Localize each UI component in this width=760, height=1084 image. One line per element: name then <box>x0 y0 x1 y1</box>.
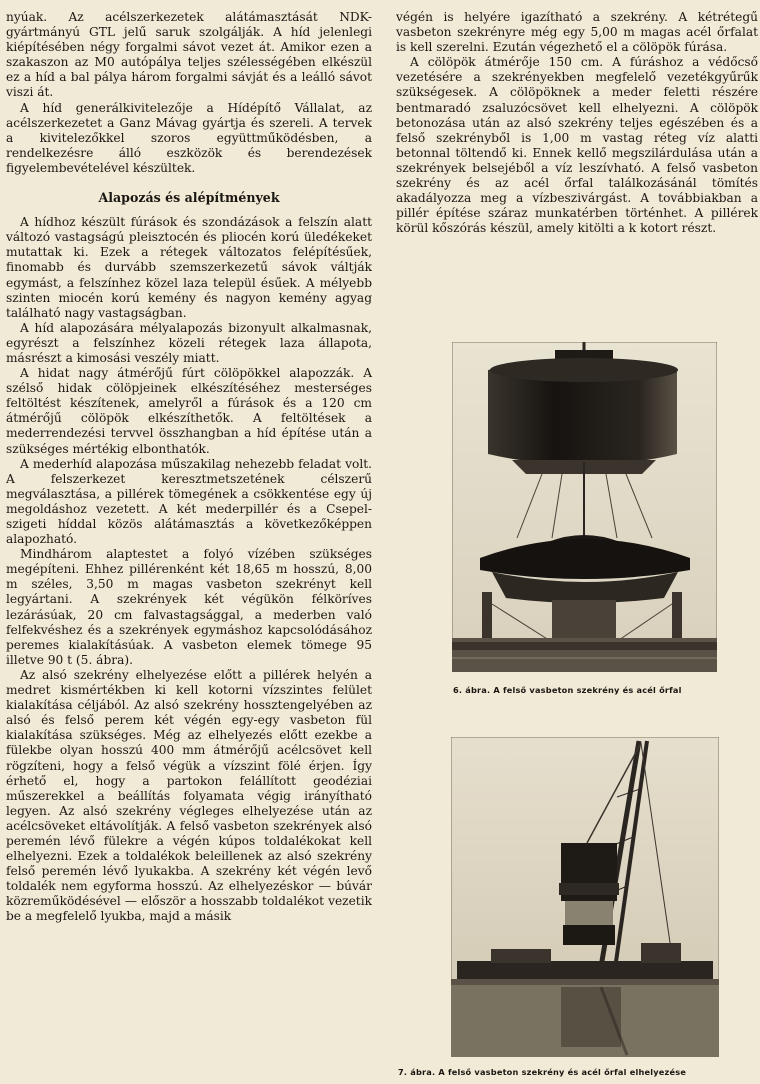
figure-7-photo <box>451 737 719 1057</box>
figure-6-photo <box>452 342 717 672</box>
paragraph: nyúak. Az acélszerkezetek alátámasztását NDK-gyártmányú GTL jelű saruk szolgálják. A híd jelenlegi kiépítésében négy forgalmi sávot vezet át. Amikor ezen a szakaszon az M0 autópálya teljes szélességében elkészül ez a híd a bal pálya három forgalmi sávját és a leálló sávot viszi át. <box>6 10 372 100</box>
paragraph: A hídhoz készült fúrások és szondázások a felszín alatt változó vastagságú pleisztocén és pliocén korú üledékeket mutattak ki. Ezek a rétegek változatos felépítésűek, finomabb és durvább szemszerkezetű sávok váltják egymást, a felszínhez közel laza települ ésűek. A mélyebb szinten miocén korú kemény és nagyon kemény agyag található nagy vastagságban. <box>6 215 372 320</box>
paragraph: Az alsó szekrény elhelyezése előtt a pillérek helyén a medret kismértékben ki kell kotorni vízszintes felület kialakítása céljából. Az alsó szekrény hossztengelyében az alsó és felső perem két végén egy-egy vasbeton fül kialakítása szükséges. Még az elhelyezés előtt ezekbe a fülekbe olyan hosszú 400 mm átmérőjű acélcsövet kell rögzíteni, hogy a felső végük a vízszint fölé érjen. Így érhető el, hogy a partokon felállított geodéziai műszerekkel a beállítás folyamata végig irányítható legyen. Az alsó szekrény végleges elhelyezése után az acélcsöveket eltávolítják. A felső vasbeton szekrények alsó peremén lévő fülekre a végén kúpos toldalékokat kell elhelyezni. Ezek a toldalékok beleillenek az alsó szekrény felső peremén lévő lyukakba. A szekrény két végén levő toldalék nem egyforma hosszú. Az elhelyezéskor — búvár közreműködésével — először a hosszabb toldalékot vezetik be a megfelelő lyukba, majd a másik <box>6 667 372 924</box>
paragraph: Mindhárom alaptestet a folyó vízében szükséges megépíteni. Ehhez pillérenként két 18,65 m hosszú, 8,00 m széles, 3,50 m magas vasbeton szekrényt kell legyártani. A szekrények két végükön félköríves lezárásúak, 20 cm falvastagsággal, a mederben való felfekvéshez és a szekrények egymáshoz kapcsolódásához peremes kialakításúak. A vasbeton elemek tömege 95 illetve 90 t (5. ábra). <box>6 547 372 667</box>
figure-7-caption: 7. ábra. A felső vasbeton szekrény és acél őrfal elhelyezése <box>398 1067 687 1077</box>
paragraph: A mederhíd alapozása műszakilag nehezebb feladat volt. A felszerkezet keresztmetszetének célszerű megválasztása, a pillérek tömegének a csökkentése egy új megoldáshoz vezetett. A két mederpillér és a Csepel-szigeti híddal közös alátámasztás a következőképpen alapozható. <box>6 456 372 547</box>
paragraph: A híd alapozására mélyalapozás bizonyult alkalmasnak, egyrészt a felszínhez közeli rétegek laza állapota, másrészt a kimosási veszély miatt. <box>6 320 372 365</box>
section-heading: Alapozás és alépítmények <box>98 190 280 206</box>
paragraph: végén is helyére igazítható a szekrény. A kétrétegű vasbeton szekrényre még egy 5,00 m magas acél őrfalat is kell szerelni. Ezután végezhető el a cölöpök fúrása. <box>396 10 758 55</box>
left-column <box>6 10 372 925</box>
figure-6-caption: 6. ábra. A felső vasbeton szekrény és acél őrfal <box>453 685 682 695</box>
paragraph: A hidat nagy átmérőjű fúrt cölöpökkel alapozzák. A szélső hidak cölöpjeinek elkészítéséhez mesterséges feltöltést készítenek, amelyről a fúrások és a 120 cm átmérőjű cölöpök elkészíthetők. A feltöltések a mederrendezési tervvel összhangban a híd építése után a szükséges mértékig elbonthatók. <box>6 366 372 456</box>
paragraph: A híd generálkivitelezője a Hídépítő Vállalat, az acélszerkezetet a Ganz Mávag gyártja és szereli. A tervek a kivitelezőkkel szoros együttműködésben, a rendelkezésre álló eszközök és berendezések figyelembevételével készültek. <box>6 100 372 175</box>
paragraph: A cölöpök átmérője 150 cm. A fúráshoz a védőcső vezetésére a szekrényekben megfelelő vezetékgyűrűk szükségesek. A cölöpöknek a meder feletti részére bentmaradó zsaluzócsövet kell elhelyezni. A cölöpök betonozása után az alsó szekrény teljes egészében és a felső szekrényből is 1,00 m vastag réteg víz alatti betonnal töltendő ki. Ennek kellő megszilárdulása után a szekrények belsejéből a víz leszívható. A felső vasbeton szekrény és az acél őrfal találkozásánál tömítés akadályozza meg a vízbeszivárgást. A továbbiakban a pillér építése száraz munkatérben történhet. A pillérek körül kőszórás készül, amely kitölti a k kotort részt. <box>396 55 758 236</box>
right-column <box>396 10 758 236</box>
